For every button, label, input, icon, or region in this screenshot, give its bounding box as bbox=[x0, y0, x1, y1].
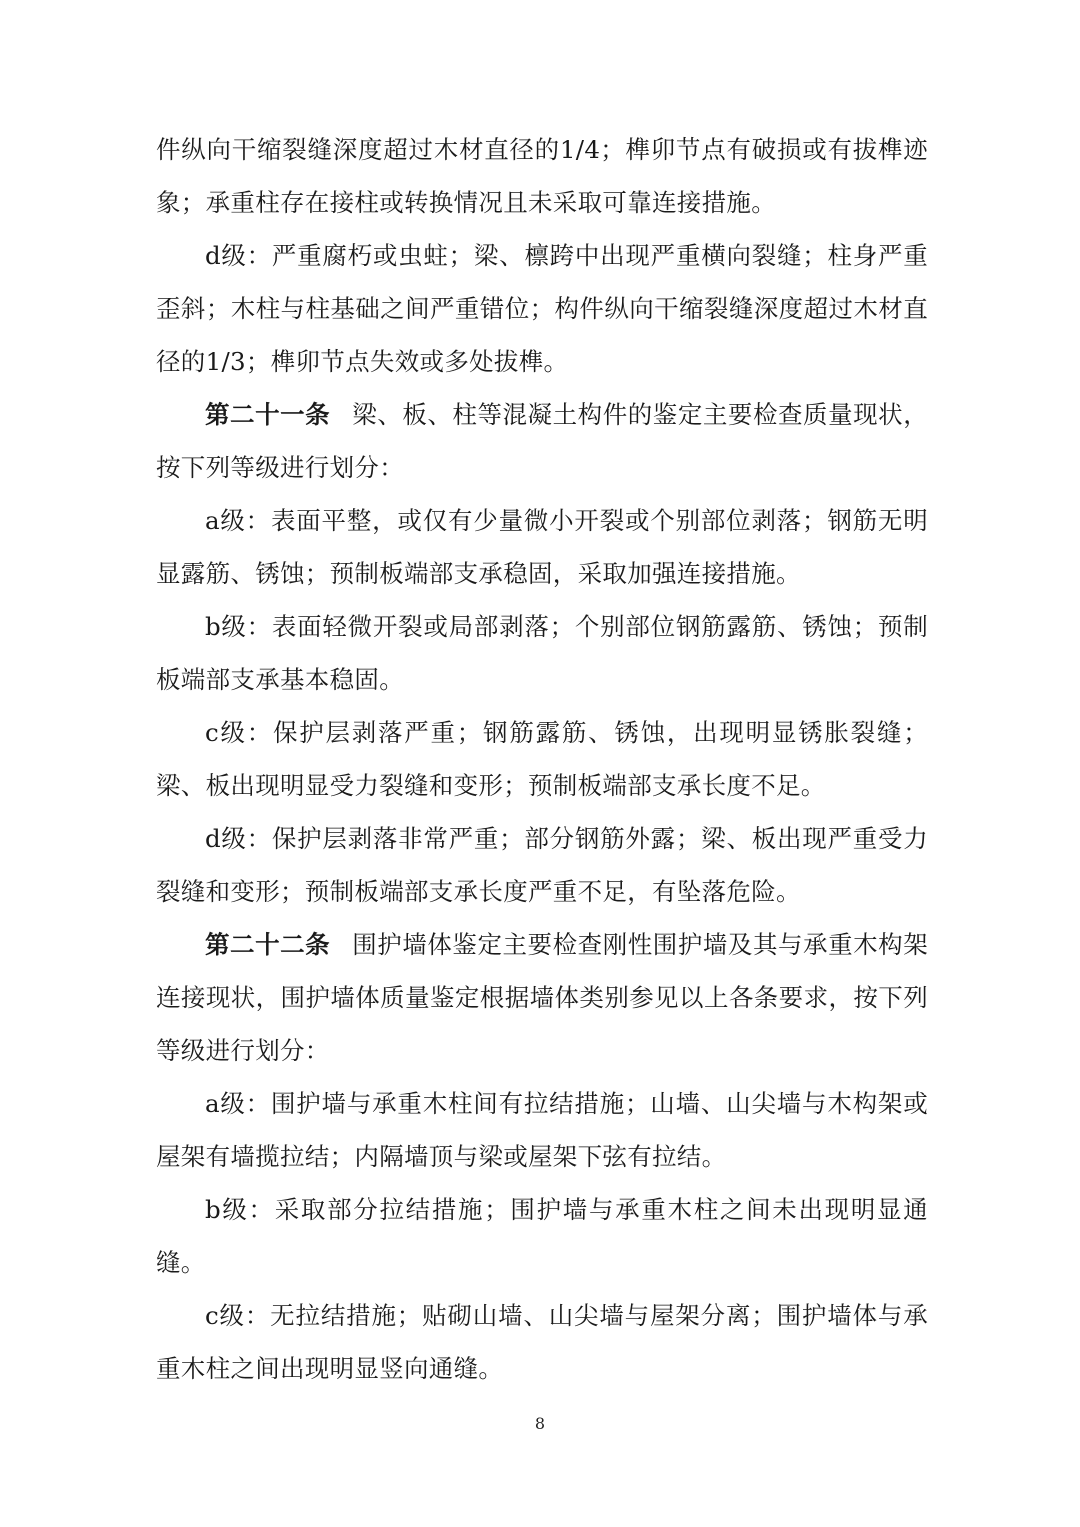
paragraph bbox=[156, 494, 928, 600]
paragraph-text: c级：无拉结措施；贴砌山墙、山尖墙与屋架分离；围护墙体与承重木柱之间出现明显竖向通缝。 bbox=[156, 1301, 928, 1383]
paragraph bbox=[156, 706, 928, 812]
paragraph-text: 围护墙体鉴定主要检查刚性围护墙及其与承重木构架连接现状，围护墙体质量鉴定根据墙体类别参见以上各条要求，按下列等级进行划分： bbox=[156, 930, 928, 1065]
paragraph-text: b级：采取部分拉结措施；围护墙与承重木柱之间未出现明显通缝。 bbox=[156, 1195, 928, 1277]
body-text bbox=[156, 123, 928, 1395]
paragraph bbox=[156, 1289, 928, 1395]
page-number: 8 bbox=[534, 1414, 546, 1433]
paragraph-text: d级：保护层剥落非常严重；部分钢筋外露；梁、板出现严重受力裂缝和变形；预制板端部支承长度严重不足，有坠落危险。 bbox=[156, 824, 928, 906]
paragraph-text: d级：严重腐朽或虫蛀；梁、檩跨中出现严重横向裂缝；柱身严重歪斜；木柱与柱基础之间严重错位；构件纵向干缩裂缝深度超过木材直径的1/3；榫卯节点失效或多处拔榫。 bbox=[156, 241, 928, 376]
paragraph bbox=[156, 600, 928, 706]
article-label: 第二十二条 bbox=[205, 930, 331, 959]
article-paragraph bbox=[156, 918, 928, 1077]
paragraph bbox=[156, 812, 928, 918]
paragraph-text: a级：表面平整，或仅有少量微小开裂或个别部位剥落；钢筋无明显露筋、锈蚀；预制板端部支承稳固，采取加强连接措施。 bbox=[156, 506, 928, 588]
paragraph-text: c级：保护层剥落严重；钢筋露筋、锈蚀，出现明显锈胀裂缝；梁、板出现明显受力裂缝和变形；预制板端部支承长度不足。 bbox=[156, 718, 928, 800]
paragraph bbox=[156, 229, 928, 388]
paragraph-text: b级：表面轻微开裂或局部剥落；个别部位钢筋露筋、锈蚀；预制板端部支承基本稳固。 bbox=[156, 612, 928, 694]
paragraph bbox=[156, 1077, 928, 1183]
article-paragraph bbox=[156, 388, 928, 494]
paragraph-text: 梁、板、柱等混凝土构件的鉴定主要检查质量现状，按下列等级进行划分： bbox=[156, 400, 928, 482]
paragraph-text: a级：围护墙与承重木柱间有拉结措施；山墙、山尖墙与木构架或屋架有墙揽拉结；内隔墙顶与梁或屋架下弦有拉结。 bbox=[156, 1089, 928, 1171]
article-label: 第二十一条 bbox=[205, 400, 331, 429]
paragraph-text: 件纵向干缩裂缝深度超过木材直径的1/4；榫卯节点有破损或有拔榫迹象；承重柱存在接柱或转换情况且未采取可靠连接措施。 bbox=[156, 135, 928, 217]
paragraph bbox=[156, 123, 928, 229]
paragraph bbox=[156, 1183, 928, 1289]
